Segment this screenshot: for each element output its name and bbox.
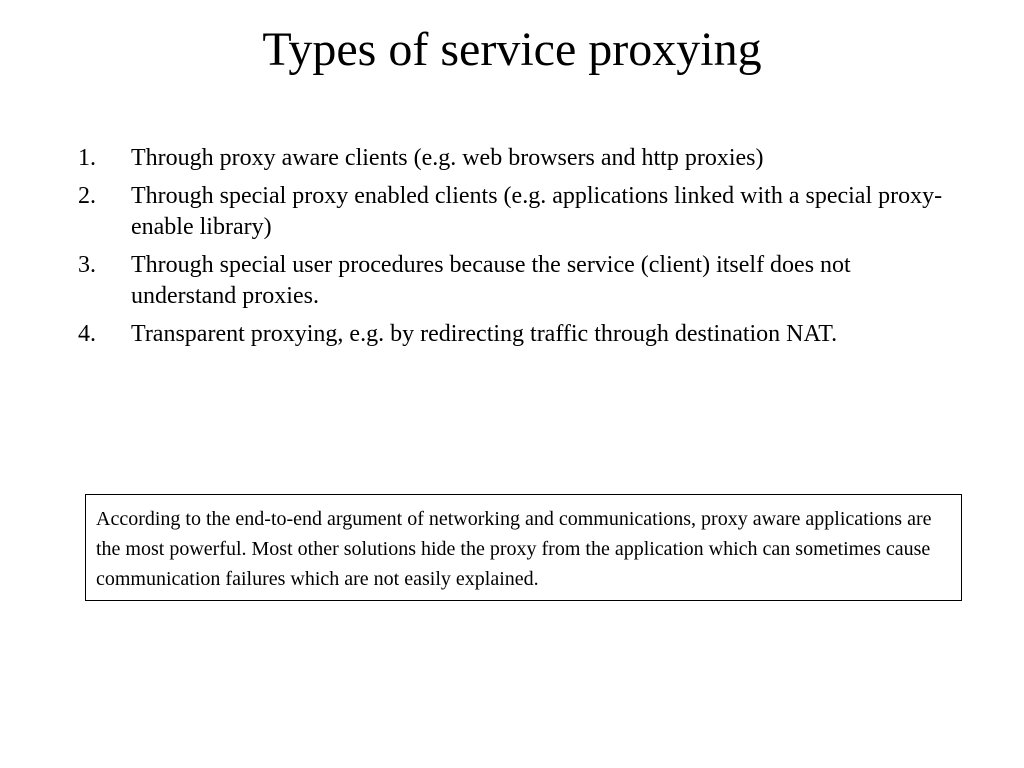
list-item (78, 143, 948, 174)
list-item-text: Through special user procedures because the service (client) itself does not understand proxies. (131, 252, 851, 309)
list-item-number: 1. (78, 145, 96, 171)
list-item-text: Through special proxy enabled clients (e.g. applications linked with a special proxy-enable library) (131, 183, 943, 240)
slide-title: Types of service proxying (262, 23, 762, 76)
note-box: According to the end-to-end argument of networking and communications, proxy aware applications are the most powerful. Most other solutions hide the proxy from the application which can sometimes cause communication failures which are not easily explained. (85, 494, 962, 601)
list-item (78, 319, 948, 350)
list-item-number: 2. (78, 183, 96, 209)
list-item (78, 181, 948, 243)
list-item-text: Transparent proxying, e.g. by redirecting traffic through destination NAT. (131, 321, 838, 347)
list-item-number: 3. (78, 252, 96, 278)
list-item (78, 250, 948, 312)
list-item-text: Through proxy aware clients (e.g. web browsers and http proxies) (131, 145, 764, 171)
numbered-list (78, 143, 948, 357)
list-item-number: 4. (78, 321, 96, 347)
